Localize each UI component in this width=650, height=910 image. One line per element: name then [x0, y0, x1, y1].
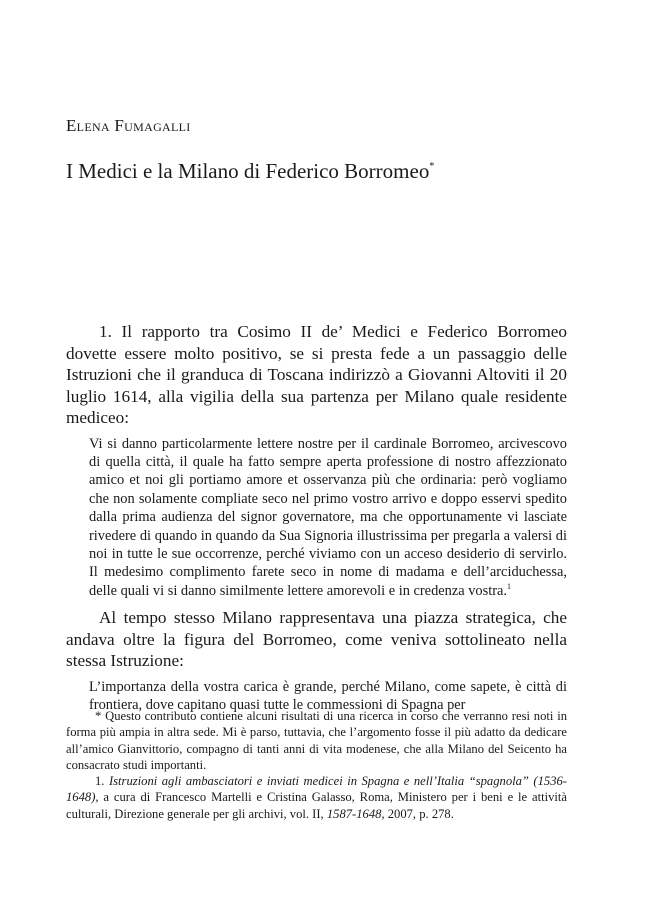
footnote-ref-1: 1	[506, 581, 511, 591]
block-quote-2: L’importanza della vostra carica è grande, perché Milano, come sapete, è città di frontiera, dove capitano quasi tutte le commessioni di Spagna per	[89, 678, 567, 714]
block-quote-1-text: Vi si danno particolarmente lettere nostre per il cardinale Borromeo, arcivescovo di quella città, il quale ha fatto sempre aperta professione di nostro affezzionato amico et noi gli portiamo amore et osservanza più che ordinaria: però vogliamo che non solamente compliate seco nel primo vostro arrivo e doppo esservi spedito dalla prima audienza del signor governatore, ma che opportunamente vi lasciate rivedere di quando in quando da Sua Signoria illustrissima per pregarla a valersi di noi in tutte le sue occorrenze, perché viviamo con un acceso desiderio di servirlo. Il medesimo complimento farete seco in nome di madama e dell’arciduchessa, delle quali vi si danno similmente lettere amorevoli e in credenza vostra.	[89, 435, 567, 599]
block-quote-1	[89, 435, 567, 601]
footnote-1-number: 1.	[95, 774, 105, 789]
paragraph-1: 1. Il rapporto tra Cosimo II de’ Medici e Federico Borromeo dovette essere molto positivo, se si presta fede a un passaggio delle Istruzioni che il granduca di Toscana indirizzò a Giovanni Altoviti il 20 luglio 1614, alla vigilia della sua partenza per Milano quale residente mediceo:	[66, 322, 567, 427]
footnote-1-details: , a cura di Francesco Martelli e Cristina Galasso, Roma, Ministero per i beni e le attività culturali, Direzione generale per gli archivi, vol. II,	[66, 790, 567, 821]
footnote-1-work-title: Istruzioni agli ambasciatori e inviati medicei in Spagna e nell’Italia “spagnola” (1536-1648)	[66, 774, 567, 805]
main-text	[66, 321, 567, 714]
footnotes	[66, 708, 567, 822]
footnote-star: * Questo contributo contiene alcuni risultati di una ricerca in corso che verranno resi noti in forma più ampia in altra sede. Mi è parso, tuttavia, che l’argomento fosse il più adatto da dedicare all’amico Gianvittorio, compagno di tanti anni di vita modenese, che alla Milano del Seicento ha consacrato studi importanti.	[66, 709, 567, 772]
title-text: I Medici e la Milano di Federico Borromeo	[66, 159, 430, 183]
footnote-1-end: , 2007, p. 278.	[381, 806, 454, 821]
article-title	[66, 159, 434, 184]
footnote-1-volume: 1587-1648	[326, 806, 382, 821]
paragraph-2: Al tempo stesso Milano rappresentava una piazza strategica, che andava oltre la figura del Borromeo, come veniva sottolineato nella stessa Istruzione:	[66, 608, 567, 671]
author-name: Elena Fumagalli	[66, 116, 191, 135]
title-footnote-mark: *	[429, 161, 435, 172]
footnote-1	[66, 773, 567, 822]
